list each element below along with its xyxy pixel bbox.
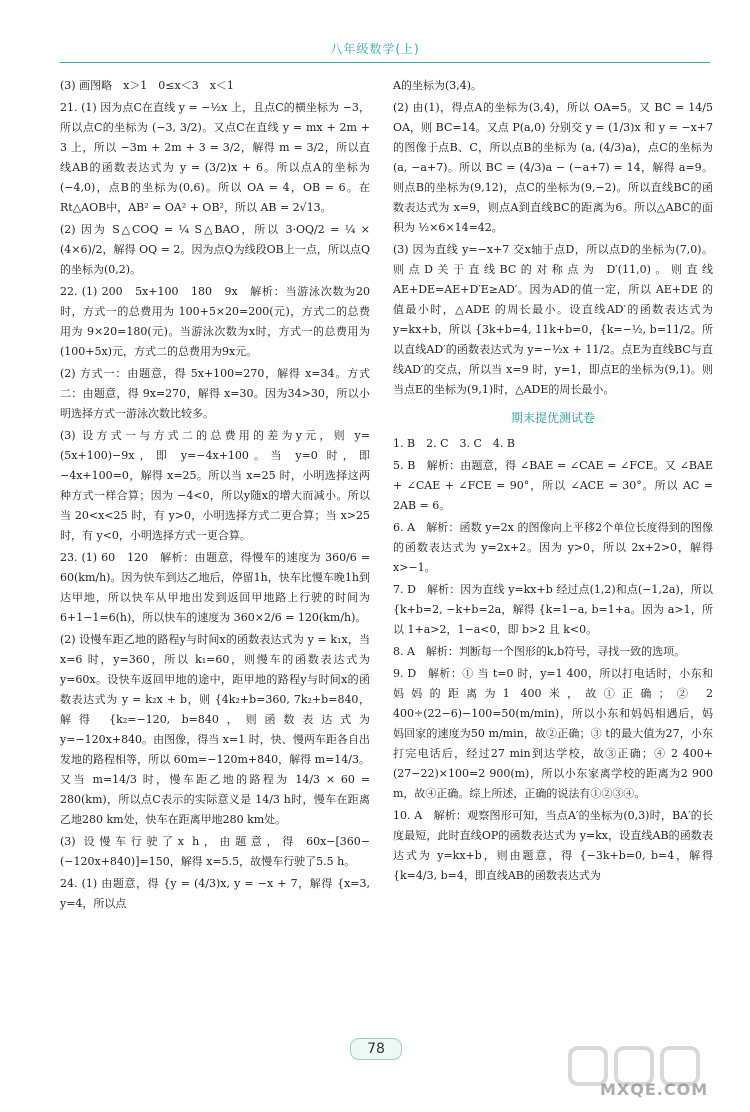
paragraph: (3) 画图略 x＞1 0≤x＜3 x＜1 (60, 79, 234, 92)
paragraph: 22. (1) 200 5x+100 180 9x 解析：当游泳次数为20时，方式一的总费用为 100+5×20=200(元)，方式二的总费用为 9×20=180(元)。当游泳次数为x时，方式一的总费用为(100+5x)元，方式二的总费用为9x元。 (60, 285, 370, 358)
paragraph: (3) 设方式一与方式二的总费用的差为y元，则 y=(5x+100)−9x，即 y=−4x+100。当 y=0 时，即 −4x+100=0，解得 x=25。所以当 x=25 时，小明选择这两种方式一样合算；因为 −4<0，所以y随x的增大而减小。所以当 20<x<25 时，有 y>0，小明选择方式二更合算；当 x>25 时，有 y<0，小明选择方式一更合算。 (60, 429, 370, 542)
paragraph: (2) 方式一：由题意，得 5x+100=270，解得 x=34。方式二：由题意，得 9x=270，解得 x=30。因为34>30，所以小明选择方式一游泳次数比较多。 (60, 367, 370, 420)
left-column (60, 76, 370, 916)
page-number: 78 (350, 1038, 402, 1060)
paragraph: (2) 由(1)，得点A的坐标为(3,4)，所以 OA=5。又 BC = 14/5 OA，则 BC=14。又点 P(a,0) 分别交 y = (1/3)x 和 y = −x+7 的图像于点B、C，所以点B的坐标为 (a, (4/3)a)，点C的坐标为 (a, −a+7)。所以 BC = (4/3)a − (−a+7) = 14，解得 a=9。则点B的坐标为(9,12)，点C的坐标为(9,−2)。所以直线BC的函数表达式为 x=9，则点A到直线BC的距离为6。所以△ABC的面积为 ½×6×14=42。 (393, 101, 713, 234)
paragraph: (2) 因为 S△COQ = ¼ S△BAO，所以 3·OQ/2 = ¼ × (4×6)/2，解得 OQ = 2。因为点Q为线段OB上一点，所以点Q的坐标为(0,2)。 (60, 223, 370, 276)
paragraph: 21. (1) 因为点C在直线 y = −½x 上，且点C的横坐标为 −3，所以点C的坐标为 (−3, 3/2)。又点C在直线 y = mx + 2m + 3 上，所以 −3m + 2m + 3 = 3/2，解得 m = 3/2，所以直线AB的函数表达式为 y = (3/2)x + 6。所以点A的坐标为(−4,0)，点B的坐标为(0,6)。所以 OA = 4，OB = 6。在Rt△AOB中，AB² = OA² + OB²，所以 AB = 2√13。 (60, 101, 370, 214)
paragraph: (2) 设慢车距乙地的路程y与时间x的函数表达式为 y = k₁x，当 x=6 时，y=360，所以 k₁=60，则慢车的函数表达式为 y=60x。设快车返回甲地的途中，距甲地的路程y与时间x的函数表达式为 y = k₂x + b，则 {4k₂+b=360, 7k₂+b=840，解得 {k₂=−120, b=840，则函数表达式为 y=−120x+840。由图像，得当 x=1 时，快、慢两车距各自出发地的路程相等，所以 60m=−120m+840，解得 m=14/3。又当 m=14/3 时，慢车距乙地的路程为 14/3 × 60 = 280(km)，所以点C表示的实际意义是 14/3 h时，慢车在距离乙地280 km处，快车在距离甲地280 km处。 (60, 633, 370, 826)
paragraph: (3) 设慢车行驶了x h，由题意，得 60x−[360−(−120x+840)]=150，解得 x=5.5，故慢车行驶了5.5 h。 (60, 835, 370, 868)
watermark-text: MXQE.COM (600, 1080, 709, 1099)
paragraph: 5. B 解析：由题意，得 ∠BAE = ∠CAE = ∠FCE。又 ∠BAE + ∠CAE + ∠FCE = 90°，所以 ∠ACE = 30°。所以 AC = 2AB = 6。 (393, 459, 713, 512)
paragraph: 1. B 2. C 3. C 4. B (393, 437, 515, 450)
paragraph: 23. (1) 60 120 解析：由题意，得慢车的速度为 360/6 = 60(km/h)。因为快车到达乙地后，停留1h，快车比慢车晚1h到达甲地，所以快车从甲地出发到返回甲地路上行驶的时间为 6+1−1=6(h)，所以快车的速度为 360×2/6 = 120(km/h)。 (60, 551, 370, 624)
paragraph: (3) 因为直线 y=−x+7 交x轴于点D，所以点D的坐标为(7,0)。则点D关于直线BC的对称点为 D′(11,0)。则直线 AE+DE=AE+D′E≥AD′。因为AD的值一定，所以 AE+DE 的值最小时，△ADE 的周长最小。设直线AD′的函数表达式为 y=kx+b，所以 {3k+b=4, 11k+b=0，{k=−½, b=11/2。所以直线AD′的函数表达式为 y=−½x + 11/2。点E为直线BC与直线AD′的交点，所以当 x=9 时，y=1，即点E的坐标为(9,1)。则当点E的坐标为(9,1)时，△ADE的周长最小。 (393, 243, 713, 396)
paragraph: A的坐标为(3,4)。 (393, 79, 483, 92)
header-rule (60, 62, 710, 63)
paragraph: 8. A 解析：判断每一个图形的k,b符号，寻找一致的选项。 (393, 645, 686, 658)
paragraph: 9. D 解析：① 当 t=0 时，y=1 400，所以打电话时，小东和妈妈的距离为1 400米，故①正确；② 2 400÷(22−6)−100=50(m/min)，所以小东和妈妈相遇后，妈妈回家的速度为50 m/min，故②正确；③ t的最大值为27，小东打完电话后，经过27 min到达学校，故③正确；④ 2 400+(27−22)×100=2 900(m)，所以小东家离学校的距离为2 900 m，故④正确。综上所述，正确的说法有①②③④。 (393, 667, 713, 800)
paragraph: 24. (1) 由题意，得 {y = (4/3)x, y = −x + 7，解得 {x=3, y=4，所以点 (60, 877, 370, 910)
section-title: 期末提优测试卷 (510, 411, 595, 425)
right-column (393, 76, 713, 888)
paragraph: 7. D 解析：因为直线 y=kx+b 经过点(1,2)和点(−1,2a)，所以 {k+b=2, −k+b=2a，解得 {k=1−a, b=1+a。因为 a>1，所以 1+a>2，1−a<0，即 b>2 且 k<0。 (393, 583, 713, 636)
paragraph: 10. A 解析：观察图形可知，当点A′的坐标为(0,3)时，BA′的长度最短，此时直线OP的函数表达式为 y=kx，设直线AB的函数表达式为 y=kx+b，则由题意，得 {−3k+b=0, b=4，解得 {k=4/3, b=4，即直线AB的函数表达式为 (393, 809, 713, 882)
page-header: 八年级数学(上) (330, 42, 420, 56)
paragraph: 6. A 解析：函数 y=2x 的图像向上平移2个单位长度得到的图像的函数表达式为 y=2x+2。因为 y>0，所以 2x+2>0，解得 x>−1。 (393, 521, 713, 574)
